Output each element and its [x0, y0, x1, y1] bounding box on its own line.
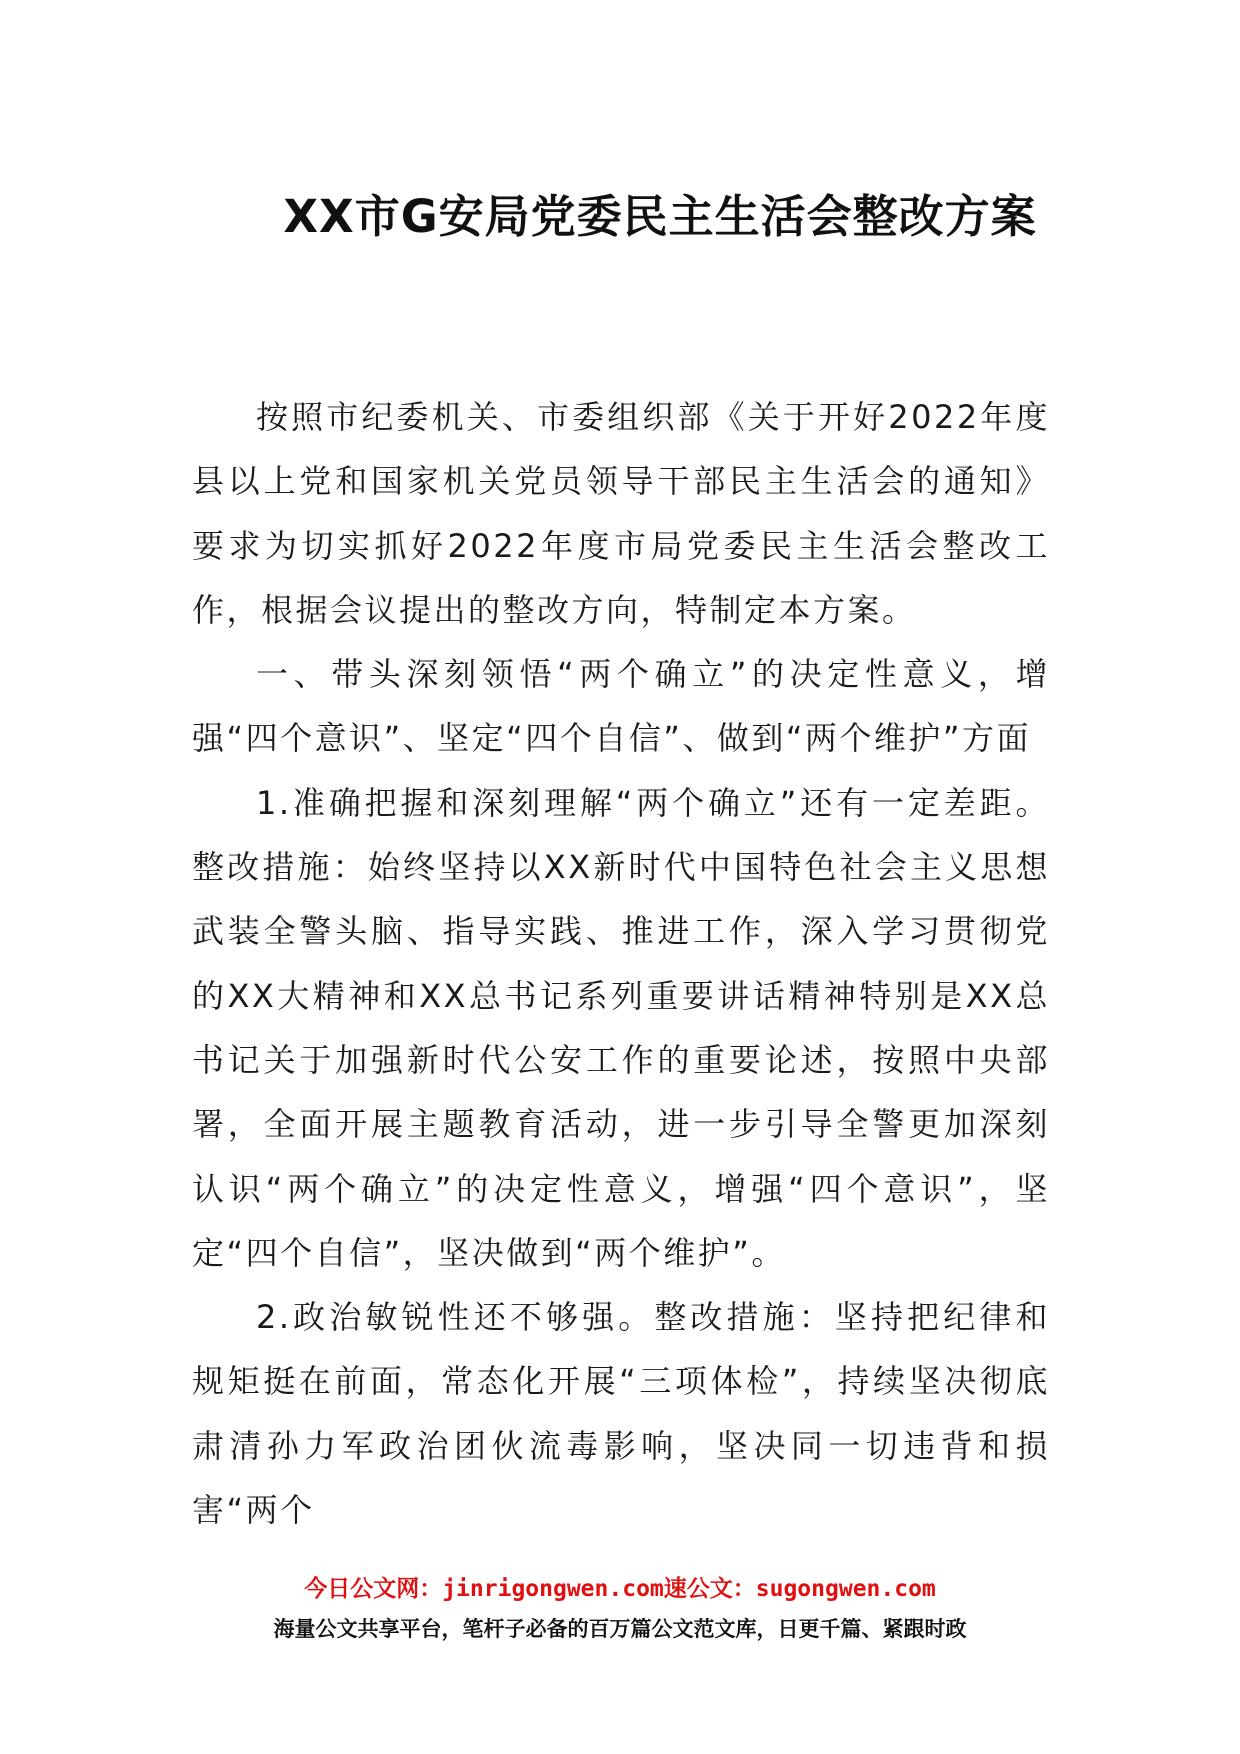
footer-watermark	[0, 1572, 1240, 1648]
paragraph-intro: 按照市纪委机关、市委组织部《关于开好2022年度县以上党和国家机关党员领导干部民主生活会的通知》要求为切实抓好2022年度市局党委民主生活会整改工作，根据会议提出的整改方向，特制定本方案。	[192, 398, 1050, 629]
site1-label: 今日公文网：	[304, 1576, 443, 1602]
paragraph-section-heading: 一、带头深刻领悟“两个确立”的决定性意义，增强“四个意识”、坚定“四个自信”、做到“两个维护”方面	[192, 655, 1050, 758]
footer-sites	[0, 1572, 1240, 1606]
site2-label: 速公文：	[663, 1576, 756, 1602]
document-body	[192, 385, 1050, 1542]
document-title: XX市G安局党委民主生活会整改方案	[283, 190, 1037, 243]
footer-tagline: 海量公文共享平台，笔杆子必备的百万篇公文范文库，日更千篇、紧跟时政	[273, 1617, 967, 1641]
site2-link[interactable]: sugongwen.com	[755, 1576, 936, 1602]
paragraph-item-2: 2.政治敏锐性还不够强。整改措施：坚持把纪律和规矩挺在前面，常态化开展“三项体检”，持续坚决彻底肃清孙力军政治团伙流毒影响，坚决同一切违背和损害“两个	[192, 1298, 1050, 1530]
site1-link[interactable]: jinrigongwen.com	[442, 1576, 664, 1602]
paragraph-item-1: 1.准确把握和深刻理解“两个确立”还有一定差距。整改措施：始终坚持以XX新时代中国特色社会主义思想武装全警头脑、指导实践、推进工作，深入学习贯彻党的XX大精神和XX总书记系列重要讲话精神特别是XX总书记关于加强新时代公安工作的重要论述，按照中央部署，全面开展主题教育活动，进一步引导全警更加深刻认识“两个确立”的决定性意义，增强“四个意识”，坚定“四个自信”，坚决做到“两个维护”。	[192, 783, 1050, 1272]
